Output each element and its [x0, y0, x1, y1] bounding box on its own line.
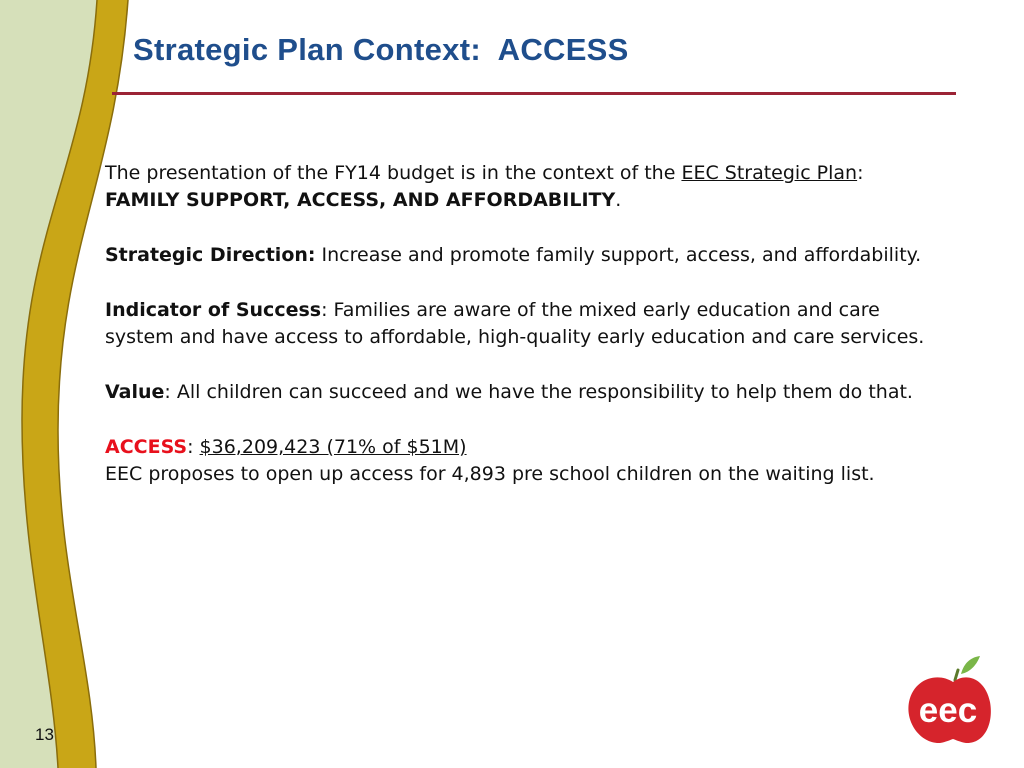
access-text: EEC proposes to open up access for 4,893 pre school children on the waiting list. — [105, 463, 875, 486]
strategic-direction-label: Strategic Direction: — [105, 244, 316, 267]
value-label: Value — [105, 381, 165, 404]
value-paragraph — [105, 379, 935, 406]
slide-title: Strategic Plan Context: ACCESS — [133, 32, 629, 67]
intro-end: . — [615, 189, 622, 212]
strategic-direction-paragraph — [105, 242, 935, 269]
eec-logo — [900, 652, 995, 747]
value-text: : All children can succeed and we have the responsibility to help them do that. — [164, 381, 913, 404]
title-divider — [112, 92, 956, 95]
access-line — [105, 434, 935, 461]
intro-separator: : — [857, 162, 864, 184]
intro-paragraph — [105, 160, 935, 215]
strategic-plan-link[interactable]: EEC Strategic Plan — [681, 162, 858, 184]
access-amount: $36,209,423 (71% of $51M) — [199, 436, 467, 458]
indicator-paragraph — [105, 297, 935, 352]
svg-text:eec: eec — [918, 691, 978, 730]
intro-bold-text: FAMILY SUPPORT, ACCESS, AND AFFORDABILITY — [105, 189, 616, 212]
slide-body — [105, 160, 935, 489]
indicator-label: Indicator of Success — [105, 299, 322, 321]
access-label: ACCESS — [105, 436, 188, 458]
access-separator: : — [187, 436, 200, 458]
indicator-text: : Families are aware of the mixed early education and care system and have access to affordable, high-quality early education and care services. — [105, 299, 925, 349]
intro-text: The presentation of the FY14 budget is in the context of the — [105, 162, 682, 184]
strategic-direction-text: Increase and promote family support, access, and affordability. — [315, 244, 922, 267]
page-number: 13 — [35, 725, 54, 744]
